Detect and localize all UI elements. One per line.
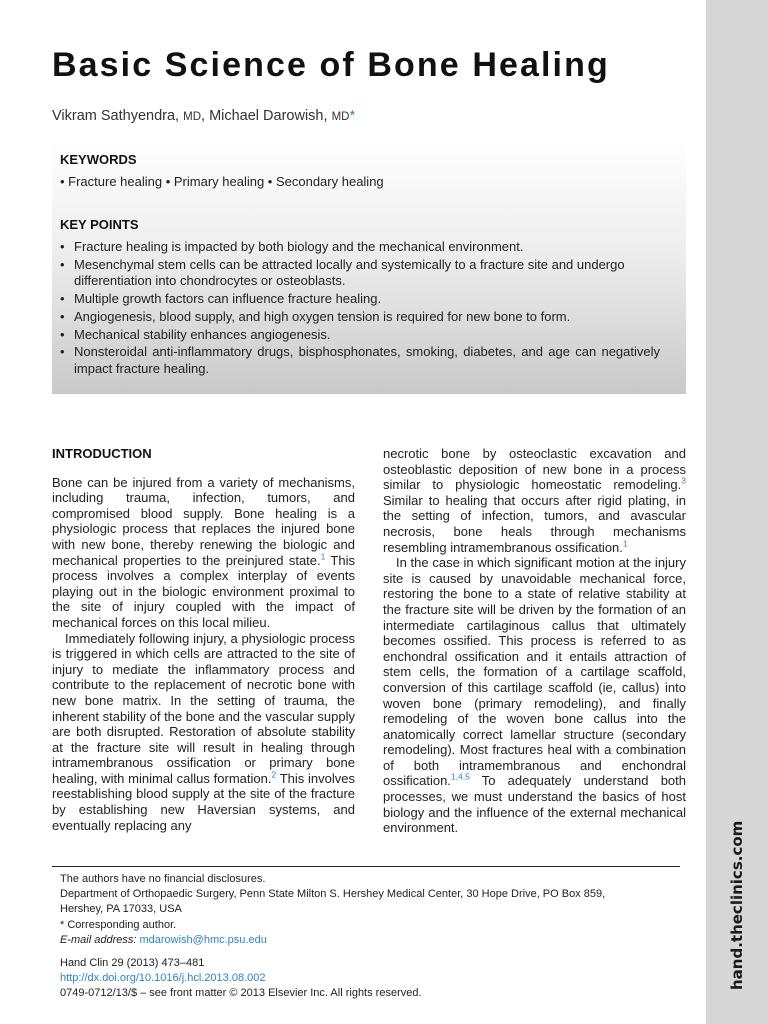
key-point-item: • Mesenchymal stem cells can be attracted locally and systemically to a fracture site and undergo differentiation into chondrocytes or osteoblasts. (60, 257, 672, 290)
doi-link[interactable]: http://dx.doi.org/10.1016/j.hcl.2013.08.002 (60, 972, 266, 985)
author-1-name: Vikram Sathyendra, (52, 108, 180, 124)
journal-url: hand.theclinics.com (728, 820, 746, 990)
author-separator: , (201, 108, 206, 124)
body-paragraph-continued: necrotic bone by osteoclastic excavation and osteoblastic deposition of new bone in a process similar to physiologic homeostatic remodeling.$^3$ Similar to healing that occurs after rigid plating, in the setting of infection, tumors, and avascular necrosis, bone heals through mechanisms resembling intramembranous ossification.$^1$ (383, 446, 686, 555)
citation-ref[interactable]: 2 (271, 769, 277, 780)
body-paragraph: Bone can be injured from a variety of mechanisms, including trauma, infection, tumors, and compromised blood supply. Bone healing is a physiologic process that replaces the injured bone with new bone, thereby renewing the biologic and mechanical properties to the preinjured state.$^1$ This process involves a complex interplay of events playing out in the biologic environment proximal to the site of injury coupled with the impact of mechanical forces on this local milieu. (52, 474, 355, 630)
key-point-item: • Multiple growth factors can influence fracture healing. (60, 291, 672, 308)
key-point-item: • Mechanical stability enhances angiogenesis. (60, 327, 672, 344)
citation-ref[interactable]: 1 (622, 538, 628, 549)
email-label: E-mail address: (60, 933, 137, 946)
author-2-degree: MD (331, 111, 350, 123)
corresponding-author-note: * Corresponding author. (60, 918, 177, 931)
article-footnotes (60, 872, 690, 1002)
body-column-right (383, 446, 686, 836)
disclosure-note: The authors have no financial disclosures. (60, 873, 266, 885)
key-point-item: • Angiogenesis, blood supply, and high oxygen tension is required for new bone to form. (60, 309, 672, 326)
citation-ref[interactable]: 1,4,5 (450, 772, 470, 783)
affiliation-line: Department of Orthopaedic Surgery, Penn State Milton S. Hershey Medical Center, 30 Hope Drive, PO Box 859, (60, 888, 606, 901)
affiliation-line: Hershey, PA 17033, USA (60, 903, 182, 916)
email-line (60, 933, 690, 948)
journal-citation: Hand Clin 29 (2013) 473–481 (60, 957, 205, 970)
body-paragraph: Immediately following injury, a physiologic process is triggered in which cells are attracted to the site of injury to mediate the inflammatory process and contribute to the replacement of necrotic bone with new bone matrix. In the setting of trauma, the inherent stability of the bone and the vascular supply are both disrupted. Restoration of absolute stability at the fracture site will result in healing through intramembranous ossification or primary bone healing, with minimal callus formation.$^2$ This involves reestablishing blood supply at the site of the fracture by establishing new Haversian systems, and eventually replacing any (52, 630, 355, 833)
key-point-item: • Nonsteroidal anti-inflammatory drugs, bisphosphonates, smoking, diabetes, and age can negatively impact fracture healing. (60, 344, 672, 377)
author-1-degree: MD (183, 111, 201, 123)
key-point-item: • Fracture healing is impacted by both biology and the mechanical environment. (60, 239, 672, 256)
keywords-keypoints-box (52, 140, 686, 394)
email-link[interactable]: mdarowish@hmc.psu.edu (139, 933, 267, 946)
introduction-heading: INTRODUCTION (52, 446, 152, 461)
body-column-left (52, 446, 355, 833)
article-title: Basic Science of Bone Healing (52, 46, 610, 84)
keywords-list: • Fracture healing • Primary healing • Secondary healing (60, 174, 384, 189)
footnote-divider (52, 866, 680, 867)
body-paragraph: In the case in which significant motion at the injury site is caused by unavoidable mechanical force, restoring the bone to a state of relative stability at the fracture site will be driven by the formation of an intermediate cartilaginous callus that ultimately becomes ossified. This process is referred to as enchondral ossification and it entails attraction of stem cells, the formation of a cartilage scaffold, conversion of this cartilage scaffold (ie, callus) into woven bone (primary remodeling), and finally remodeling of the woven bone callus into the anatomically correct lamellar structure (secondary remodeling). Most fractures heal with a combination of both intramembranous and enchondral ossification.$^{1,4,5}$ To adequately understand both processes, we must understand the basics of host biology and the influence of the external mechanical environment. (383, 555, 686, 836)
keywords-heading: KEYWORDS (60, 152, 137, 167)
copyright-line: 0749-0712/13/$ – see front matter © 2013 Elsevier Inc. All rights reserved. (60, 987, 422, 1000)
citation-ref[interactable]: 3 (681, 475, 686, 486)
author-2-name: Michael Darowish, (209, 108, 328, 124)
corresponding-author-mark: * (349, 108, 356, 124)
key-points-list (60, 239, 672, 379)
citation-ref[interactable]: 1 (320, 551, 326, 562)
key-points-heading: KEY POINTS (60, 217, 139, 232)
author-list (52, 108, 355, 124)
